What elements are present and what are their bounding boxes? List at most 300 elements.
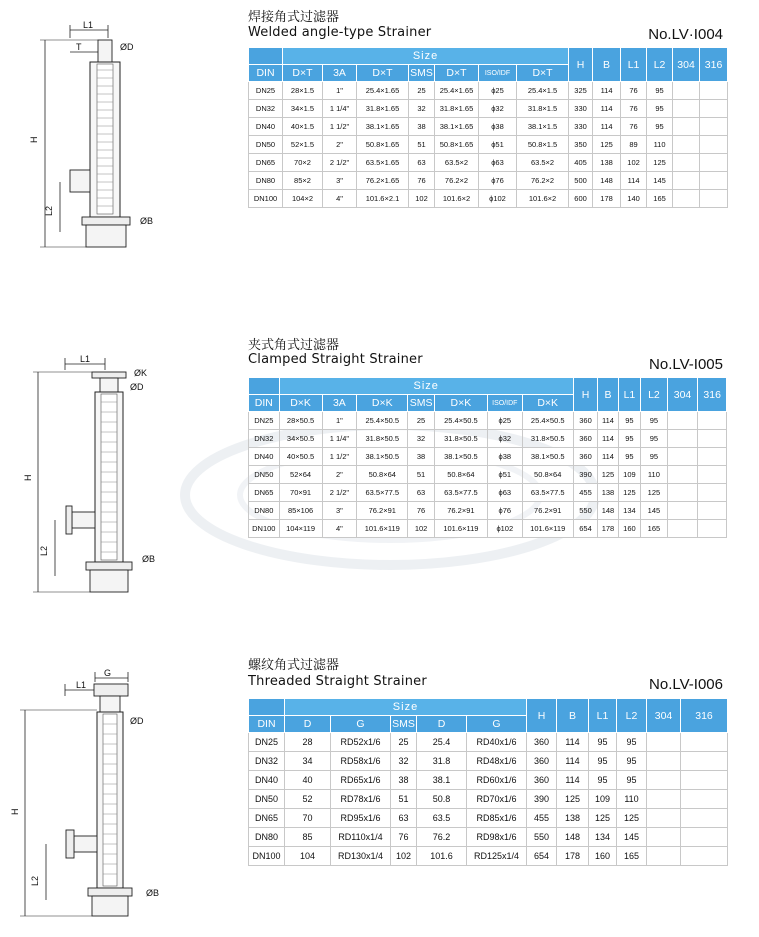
table-cell	[673, 100, 700, 118]
table-cell: 360	[527, 752, 557, 771]
table-cell	[698, 520, 727, 538]
table-cell: 25.4×1.5	[517, 82, 569, 100]
table-cell: ϕ25	[479, 82, 517, 100]
table-cell: 125	[647, 154, 673, 172]
table-cell	[681, 752, 728, 771]
dim-h-label: H	[29, 136, 39, 143]
model-number: No.LV·I004	[648, 26, 723, 43]
table-cell: 25.4×1.65	[357, 82, 409, 100]
table-cell: 63	[408, 484, 435, 502]
table-cell: RD58x1/6	[331, 752, 391, 771]
dim-b-label: ØB	[146, 888, 160, 898]
table-cell: 550	[527, 828, 557, 847]
table-cell: 390	[527, 790, 557, 809]
table-cell: ϕ25	[487, 412, 522, 430]
table-row	[249, 172, 728, 190]
table-row	[249, 190, 728, 208]
table-cell: 89	[621, 136, 647, 154]
table-cell: 76.2×91	[434, 502, 487, 520]
header-cell: H	[527, 699, 557, 733]
table-cell	[700, 154, 728, 172]
table-row	[249, 136, 728, 154]
dim-l2-label: L2	[30, 875, 40, 886]
table-cell: 95	[617, 752, 647, 771]
header-cell: 316	[700, 48, 728, 82]
table-cell	[673, 154, 700, 172]
table-cell: 76.2×2	[517, 172, 569, 190]
table-cell: 102	[391, 847, 417, 866]
table-cell	[681, 847, 728, 866]
table-cell: 50.8	[417, 790, 467, 809]
table-cell: 28×1.5	[283, 82, 323, 100]
table-cell: 25	[408, 412, 435, 430]
table-cell: RD60x1/6	[467, 771, 527, 790]
table-cell: 63.5×77.5	[434, 484, 487, 502]
table-cell: 52×64	[279, 466, 322, 484]
size-caption: Size	[285, 699, 527, 716]
table-cell: 1 1/4"	[323, 100, 357, 118]
table-cell: 360	[573, 430, 598, 448]
table-cell: 138	[593, 154, 621, 172]
table-cell: 51	[408, 466, 435, 484]
table-cell: 114	[593, 82, 621, 100]
table-cell: 148	[598, 502, 618, 520]
header-cell: 304	[673, 48, 700, 82]
table-cell: ϕ38	[487, 448, 522, 466]
table-cell: 2"	[323, 136, 357, 154]
table-cell: 1"	[323, 82, 357, 100]
table-cell: DN100	[249, 190, 283, 208]
table-cell	[673, 82, 700, 100]
header-cell: B	[557, 699, 589, 733]
table-row	[249, 100, 728, 118]
table-cell: ϕ76	[487, 502, 522, 520]
table-cell: RD52x1/6	[331, 733, 391, 752]
dim-d-label: ØD	[130, 716, 144, 726]
table-cell: 101.6×2	[517, 190, 569, 208]
table-cell	[667, 430, 698, 448]
table-cell: 3"	[322, 502, 357, 520]
table-cell: 31.8×1.5	[517, 100, 569, 118]
header-cell: 3A	[323, 65, 357, 82]
spec-table-threaded	[248, 698, 728, 866]
header-cell: B	[593, 48, 621, 82]
table-cell: DN25	[249, 82, 283, 100]
table-cell: 25.4	[417, 733, 467, 752]
header-cell: ISO/IDF	[487, 395, 522, 412]
table-cell	[681, 809, 728, 828]
table-cell: 95	[647, 118, 673, 136]
header-cell: L1	[621, 48, 647, 82]
header-cell: D×T	[435, 65, 479, 82]
header-empty	[249, 378, 280, 395]
table-cell: 114	[621, 172, 647, 190]
table-cell: 63.5	[417, 809, 467, 828]
table-cell: 2"	[322, 466, 357, 484]
table-cell: 31.8×1.65	[357, 100, 409, 118]
table-cell: 330	[569, 100, 593, 118]
table-cell: 40×50.5	[279, 448, 322, 466]
table-cell	[698, 466, 727, 484]
table-row	[249, 771, 728, 790]
table-cell: 25.4×50.5	[434, 412, 487, 430]
table-cell	[647, 828, 681, 847]
table-cell: 38.1×1.65	[357, 118, 409, 136]
table-cell: 63	[391, 809, 417, 828]
dim-l2-label: L2	[44, 205, 54, 216]
table-cell: DN25	[249, 733, 285, 752]
table-cell: ϕ63	[487, 484, 522, 502]
size-caption: Size	[283, 48, 569, 65]
table-cell: 63	[409, 154, 435, 172]
section-welded-strainer	[0, 0, 759, 300]
table-cell	[698, 430, 727, 448]
header-cell: L2	[617, 699, 647, 733]
table-cell: 360	[573, 412, 598, 430]
table-cell: 63.5×1.65	[357, 154, 409, 172]
table-cell	[667, 520, 698, 538]
table-cell: DN80	[249, 172, 283, 190]
table-cell: DN40	[249, 771, 285, 790]
section-title-cn: 焊接角式过滤器	[248, 10, 340, 25]
table-cell: 52	[285, 790, 331, 809]
table-cell: 63.5×77.5	[357, 484, 408, 502]
table-cell: 28×50.5	[279, 412, 322, 430]
table-cell: RD98x1/6	[467, 828, 527, 847]
table-cell: 114	[557, 771, 589, 790]
table-row	[249, 118, 728, 136]
table-cell: DN32	[249, 100, 283, 118]
table-cell: 350	[569, 136, 593, 154]
table-cell: DN32	[249, 752, 285, 771]
table-cell: 76	[621, 118, 647, 136]
dim-b-label: ØB	[142, 554, 156, 564]
table-cell: 125	[617, 809, 647, 828]
header-cell: 304	[667, 378, 698, 412]
header-cell: L1	[618, 378, 640, 412]
table-row	[249, 809, 728, 828]
table-cell	[700, 136, 728, 154]
table-cell: ϕ102	[487, 520, 522, 538]
header-cell: H	[569, 48, 593, 82]
table-cell: 50.8×64	[434, 466, 487, 484]
threaded-strainer-drawing	[0, 650, 200, 920]
dim-k-label: ØK	[134, 368, 148, 378]
table-cell: 95	[641, 448, 668, 466]
dim-l1-label: L1	[80, 354, 91, 364]
table-cell: 114	[598, 430, 618, 448]
table-cell: 1 1/4"	[322, 430, 357, 448]
table-cell: 50.8×1.65	[357, 136, 409, 154]
table-cell: RD78x1/6	[331, 790, 391, 809]
table-cell: 70×2	[283, 154, 323, 172]
table-cell: 63.5×2	[517, 154, 569, 172]
table-cell: 25.4×50.5	[522, 412, 573, 430]
table-cell: 38	[408, 448, 435, 466]
table-row	[249, 520, 727, 538]
table-cell: DN100	[249, 847, 285, 866]
table-cell: 95	[617, 733, 647, 752]
table-cell: 95	[589, 752, 617, 771]
table-cell: 76.2×2	[435, 172, 479, 190]
table-cell: 102	[408, 520, 435, 538]
table-cell: DN65	[249, 154, 283, 172]
table-cell: 104×119	[279, 520, 322, 538]
table-cell: RD95x1/6	[331, 809, 391, 828]
table-cell: 25.4×1.65	[435, 82, 479, 100]
table-cell: 32	[409, 100, 435, 118]
header-cell: SMS	[409, 65, 435, 82]
table-cell: 76	[409, 172, 435, 190]
header-cell: SMS	[408, 395, 435, 412]
table-cell	[681, 733, 728, 752]
table-cell: 76	[621, 100, 647, 118]
table-cell: 51	[391, 790, 417, 809]
table-cell: DN25	[249, 412, 280, 430]
table-cell: RD40x1/6	[467, 733, 527, 752]
table-cell: 63.5×77.5	[522, 484, 573, 502]
table-cell: 25	[409, 82, 435, 100]
table-cell: RD70x1/6	[467, 790, 527, 809]
table-cell	[673, 190, 700, 208]
header-cell: D×K	[522, 395, 573, 412]
table-cell: ϕ76	[479, 172, 517, 190]
table-cell: 34	[285, 752, 331, 771]
table-cell: 600	[569, 190, 593, 208]
table-cell: 85×2	[283, 172, 323, 190]
table-cell: 114	[598, 412, 618, 430]
table-cell: RD110x1/4	[331, 828, 391, 847]
section-title-cn: 螺纹角式过滤器	[248, 658, 340, 673]
table-cell	[700, 82, 728, 100]
table-cell: DN50	[249, 466, 280, 484]
table-cell: RD48x1/6	[467, 752, 527, 771]
table-cell: 138	[598, 484, 618, 502]
section-title-en: Clamped Straight Strainer	[248, 352, 423, 367]
header-cell: D×T	[517, 65, 569, 82]
table-cell: 145	[641, 502, 668, 520]
table-cell	[667, 466, 698, 484]
section-threaded-strainer	[0, 650, 759, 937]
table-cell	[673, 136, 700, 154]
header-cell: 316	[698, 378, 727, 412]
table-cell: ϕ102	[479, 190, 517, 208]
table-cell: 330	[569, 118, 593, 136]
table-cell: 38.1×50.5	[434, 448, 487, 466]
table-cell	[647, 752, 681, 771]
header-cell: G	[331, 716, 391, 733]
table-cell: 500	[569, 172, 593, 190]
table-cell: 38.1	[417, 771, 467, 790]
table-cell	[647, 809, 681, 828]
table-cell: 160	[618, 520, 640, 538]
table-cell: 32	[391, 752, 417, 771]
header-empty	[249, 699, 285, 716]
table-cell: DN100	[249, 520, 280, 538]
table-cell: DN50	[249, 136, 283, 154]
table-row	[249, 412, 727, 430]
table-cell: 390	[573, 466, 598, 484]
table-cell: 160	[589, 847, 617, 866]
clamped-strainer-drawing	[0, 330, 200, 600]
table-cell: 360	[573, 448, 598, 466]
table-cell: 1"	[322, 412, 357, 430]
dim-d-label: ØD	[120, 42, 134, 52]
table-cell: 34×50.5	[279, 430, 322, 448]
dim-b-label: ØB	[140, 216, 154, 226]
table-cell: 148	[593, 172, 621, 190]
table-cell: 550	[573, 502, 598, 520]
table-cell: 405	[569, 154, 593, 172]
table-cell: 140	[621, 190, 647, 208]
table-row	[249, 828, 728, 847]
table-cell: RD125x1/4	[467, 847, 527, 866]
table-cell: 31.8×50.5	[434, 430, 487, 448]
table-cell: 2 1/2"	[323, 154, 357, 172]
table-cell: 32	[408, 430, 435, 448]
table-cell: 178	[598, 520, 618, 538]
table-cell: 101.6	[417, 847, 467, 866]
table-cell: 4"	[323, 190, 357, 208]
table-cell: DN65	[249, 809, 285, 828]
table-cell: DN40	[249, 118, 283, 136]
table-cell: 38	[391, 771, 417, 790]
table-cell: RD65x1/6	[331, 771, 391, 790]
header-cell: H	[573, 378, 598, 412]
table-cell: 52×1.5	[283, 136, 323, 154]
header-cell: D×K	[357, 395, 408, 412]
table-cell: 125	[593, 136, 621, 154]
table-cell: 125	[598, 466, 618, 484]
header-empty	[249, 48, 283, 65]
table-cell: 28	[285, 733, 331, 752]
table-cell: 104	[285, 847, 331, 866]
table-cell	[700, 100, 728, 118]
table-cell: 76	[621, 82, 647, 100]
table-cell: 114	[557, 733, 589, 752]
header-cell: D	[417, 716, 467, 733]
spec-table-clamped	[248, 377, 727, 538]
table-cell: 165	[647, 190, 673, 208]
table-cell: 95	[647, 100, 673, 118]
table-cell: ϕ32	[479, 100, 517, 118]
header-cell: D×K	[434, 395, 487, 412]
table-cell: 110	[617, 790, 647, 809]
table-cell	[681, 790, 728, 809]
header-cell: D×K	[279, 395, 322, 412]
table-cell: 360	[527, 733, 557, 752]
dim-l1-label: L1	[76, 680, 87, 690]
table-cell: 101.6×119	[522, 520, 573, 538]
table-cell: 31.8	[417, 752, 467, 771]
table-cell: DN50	[249, 790, 285, 809]
table-cell: 50.8×64	[357, 466, 408, 484]
table-cell: 25	[391, 733, 417, 752]
table-cell: 95	[618, 448, 640, 466]
table-row	[249, 466, 727, 484]
table-cell: 145	[647, 172, 673, 190]
table-cell: 40	[285, 771, 331, 790]
model-number: No.LV-I005	[649, 356, 723, 373]
table-cell: 178	[593, 190, 621, 208]
table-cell: 63.5×2	[435, 154, 479, 172]
table-cell: 76	[391, 828, 417, 847]
table-row	[249, 752, 728, 771]
table-cell: RD130x1/4	[331, 847, 391, 866]
dim-l1-label: L1	[83, 20, 94, 30]
table-cell: 95	[617, 771, 647, 790]
table-cell: DN65	[249, 484, 280, 502]
table-cell: 51	[409, 136, 435, 154]
table-cell: ϕ38	[479, 118, 517, 136]
table-row	[249, 430, 727, 448]
header-cell: DIN	[249, 395, 280, 412]
table-cell: 110	[641, 466, 668, 484]
table-cell: 95	[641, 430, 668, 448]
table-cell: 104×2	[283, 190, 323, 208]
header-cell: 304	[647, 699, 681, 733]
table-cell	[698, 484, 727, 502]
table-cell: 1 1/2"	[323, 118, 357, 136]
welded-strainer-drawing	[0, 0, 200, 270]
table-cell	[647, 733, 681, 752]
table-cell: ϕ32	[487, 430, 522, 448]
table-cell: 134	[589, 828, 617, 847]
table-cell: 50.8×1.5	[517, 136, 569, 154]
table-cell: 31.8×50.5	[522, 430, 573, 448]
table-cell: 125	[589, 809, 617, 828]
size-caption: Size	[279, 378, 573, 395]
table-cell	[700, 190, 728, 208]
table-cell: 3"	[323, 172, 357, 190]
table-row	[249, 448, 727, 466]
table-cell: 85	[285, 828, 331, 847]
table-cell: 114	[593, 100, 621, 118]
model-number: No.LV-I006	[649, 676, 723, 693]
table-cell	[667, 412, 698, 430]
table-cell: 76.2×91	[522, 502, 573, 520]
section-clamped-strainer	[0, 330, 759, 630]
table-cell	[700, 172, 728, 190]
table-cell: 95	[618, 412, 640, 430]
section-title-en: Welded angle-type Strainer	[248, 25, 432, 40]
header-cell: ISO/IDF	[479, 65, 517, 82]
table-cell: 101.6×119	[357, 520, 408, 538]
table-cell: 102	[409, 190, 435, 208]
header-cell: 316	[681, 699, 728, 733]
table-cell: 125	[641, 484, 668, 502]
table-cell: 360	[527, 771, 557, 790]
table-cell: 76.2	[417, 828, 467, 847]
table-cell	[673, 118, 700, 136]
table-cell: 101.6×2	[435, 190, 479, 208]
table-cell: 110	[647, 136, 673, 154]
table-cell	[667, 502, 698, 520]
table-cell: DN32	[249, 430, 280, 448]
table-cell: DN80	[249, 828, 285, 847]
table-cell: 125	[557, 790, 589, 809]
table-cell: ϕ51	[479, 136, 517, 154]
table-cell: 38.1×50.5	[357, 448, 408, 466]
table-row	[249, 847, 728, 866]
table-cell: 654	[573, 520, 598, 538]
table-cell: 76	[408, 502, 435, 520]
table-cell: 165	[617, 847, 647, 866]
table-cell: 145	[617, 828, 647, 847]
table-cell: 38.1×50.5	[522, 448, 573, 466]
table-cell: 101.6×2.1	[357, 190, 409, 208]
table-cell: 76.2×91	[357, 502, 408, 520]
